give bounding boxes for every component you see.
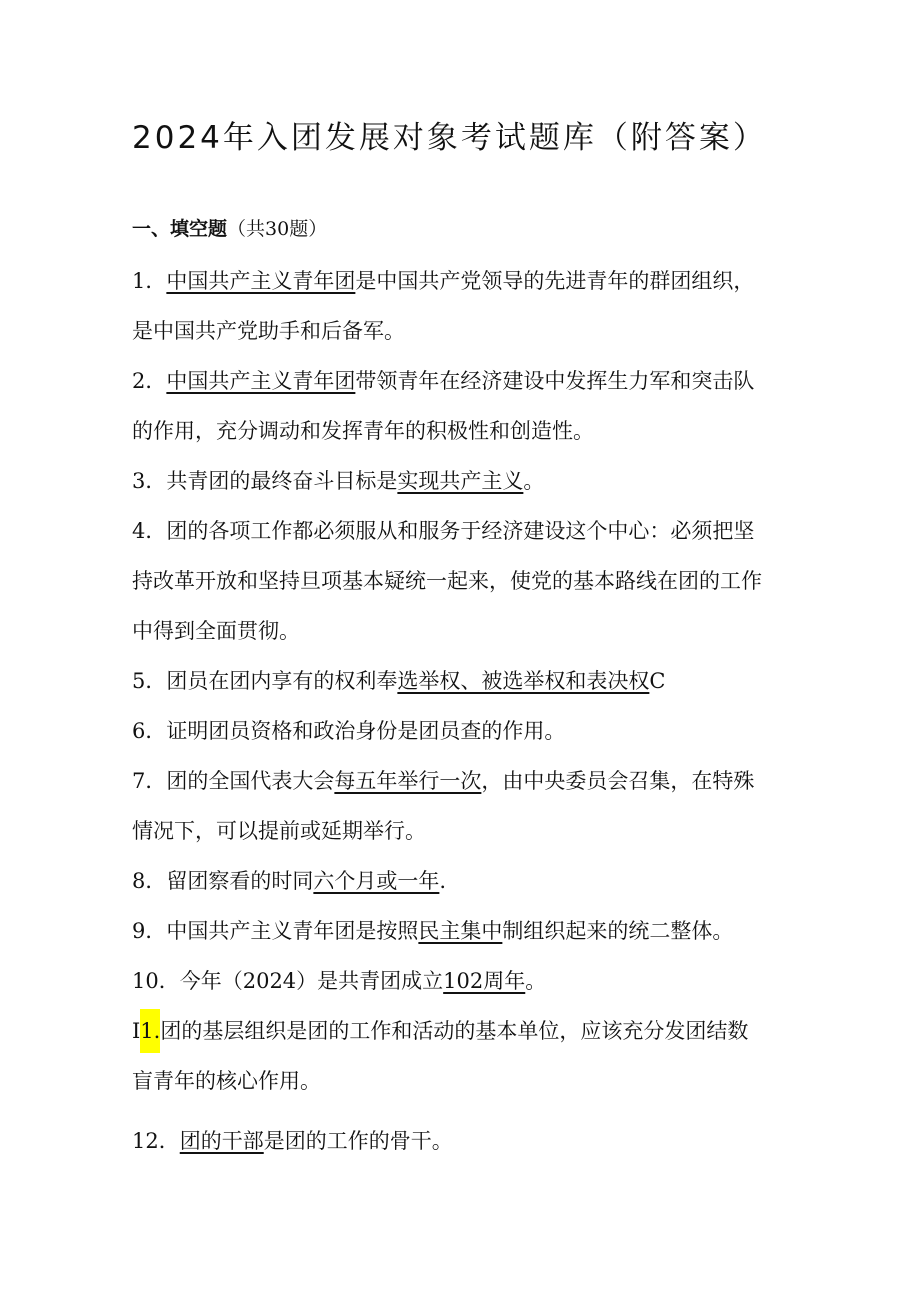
section-count: （共30题）: [227, 218, 328, 240]
question-item: [132, 1006, 792, 1106]
question-line: [132, 856, 792, 906]
document-title: 2024年入团发展对象考试题库（附答案）: [132, 120, 767, 156]
question-text: 2．: [132, 369, 167, 393]
question-text: .: [439, 869, 447, 893]
question-line: [132, 756, 792, 806]
question-item: [132, 256, 792, 356]
question-text: 中得到全面贯彻。: [132, 619, 300, 643]
highlighted-text: 1.: [140, 1009, 160, 1053]
question-text: 8．留团察看的时同: [132, 869, 314, 893]
question-text: 。: [523, 469, 545, 493]
question-item: [132, 706, 792, 756]
question-text: 是团的工作的骨干。: [263, 1129, 453, 1153]
question-text: 制组织起来的统二整体。: [502, 919, 734, 943]
question-text: 情况下，可以提前或延期举行。: [132, 819, 426, 843]
answer-underlined: 选举权、被选举权和表决权: [397, 669, 650, 693]
question-item: [132, 956, 792, 1006]
answer-underlined: 中国共产主义青年团: [166, 369, 356, 393]
question-text: C: [649, 669, 666, 693]
question-line: [132, 1116, 792, 1166]
section-label: 一、填空题: [132, 218, 228, 240]
question-line: [132, 606, 792, 656]
answer-underlined: 民主集中: [418, 919, 503, 943]
question-line: [132, 506, 792, 556]
question-line: [132, 1056, 792, 1106]
question-item: [132, 506, 792, 656]
question-text: 盲青年的核心作用。: [132, 1069, 321, 1093]
question-text: 7．团的全国代表大会: [132, 769, 335, 793]
answer-underlined: 团的干部: [179, 1129, 264, 1153]
question-text: 持改革开放和坚持旦项基本疑统一起来，使党的基本路线在团的工作: [132, 569, 762, 593]
question-text: 团的基层组织是团的工作和活动的基本单位，应该充分发团结数: [160, 1019, 749, 1043]
question-text: ，由中央委员会召集，在特殊: [481, 769, 755, 793]
answer-underlined: 每五年举行一次: [334, 769, 482, 793]
answer-underlined: 实现共产主义: [397, 469, 524, 493]
question-line: [132, 456, 792, 506]
question-line: [132, 656, 792, 706]
question-text: 9．中国共产主义青年团是按照: [132, 919, 419, 943]
question-item: [132, 756, 792, 856]
question-line: [132, 556, 792, 606]
question-line: [132, 706, 792, 756]
question-item: [132, 856, 792, 906]
question-line: [132, 906, 792, 956]
question-line: [132, 356, 792, 406]
question-text: 3．共青团的最终奋斗目标是: [132, 469, 398, 493]
question-text: 5．团员在团内享有的权利奉: [132, 669, 398, 693]
question-line: [132, 306, 792, 356]
question-text: 12．: [132, 1129, 180, 1153]
question-item: [132, 356, 792, 456]
answer-underlined: 102周年: [443, 969, 526, 993]
question-line: [132, 956, 792, 1006]
section-heading: [132, 214, 327, 241]
question-text: 是中国共产党助手和后备军。: [132, 319, 405, 343]
question-item: [132, 906, 792, 956]
question-text: 6．证明团员资格和政治身份是团员查的作用。: [132, 719, 566, 743]
answer-underlined: 中国共产主义青年团: [166, 269, 356, 293]
question-line: [132, 806, 792, 856]
question-line: [132, 256, 792, 306]
question-text: 是中国共产党领导的先进青年的群团组织，: [355, 269, 755, 293]
question-text: I: [132, 1019, 141, 1043]
question-text: 10．今年（2024）是共青团成立: [132, 969, 444, 993]
answer-underlined: 六个月或一年: [313, 869, 440, 893]
question-item: [132, 656, 792, 706]
question-item: [132, 1116, 792, 1166]
question-text: 。: [525, 969, 547, 993]
question-text: 带领青年在经济建设中发挥生力军和突击队: [355, 369, 755, 393]
question-item: [132, 456, 792, 506]
question-text: 1．: [132, 269, 167, 293]
question-text: 的作用，充分调动和发挥青年的积极性和创造性。: [132, 419, 594, 443]
question-line: [132, 406, 792, 456]
question-line: [132, 1006, 792, 1056]
question-text: 4．团的各项工作都必须服从和服务于经济建设这个中心：必须把坚: [132, 519, 755, 543]
